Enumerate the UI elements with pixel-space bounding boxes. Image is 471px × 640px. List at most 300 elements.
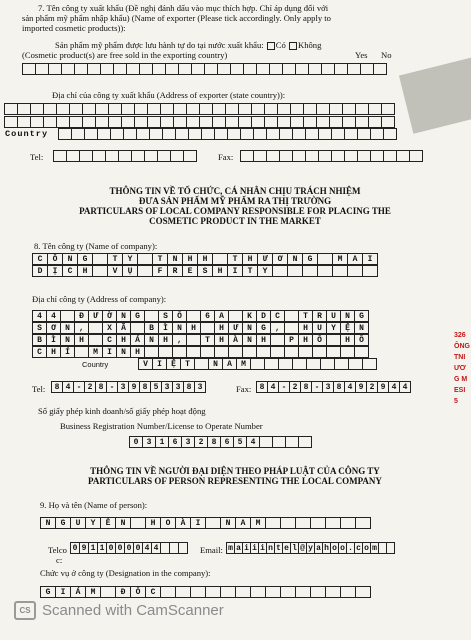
form-char-box[interactable] <box>165 63 179 75</box>
form-char-box[interactable]: B <box>144 322 159 334</box>
form-char-box[interactable]: Y <box>326 322 341 334</box>
form-char-box[interactable] <box>355 586 371 598</box>
form-char-box[interactable] <box>266 128 280 140</box>
form-char-box[interactable] <box>4 116 18 128</box>
form-char-box[interactable] <box>256 63 270 75</box>
form-char-box[interactable]: N <box>242 334 257 346</box>
form-char-box[interactable]: 6 <box>168 436 182 448</box>
form-char-box[interactable] <box>277 116 291 128</box>
form-char-box[interactable]: M <box>250 517 266 529</box>
form-char-box[interactable]: T <box>298 310 313 322</box>
form-char-box[interactable] <box>225 116 239 128</box>
form-char-box[interactable]: N <box>60 322 75 334</box>
form-char-box[interactable] <box>92 265 108 277</box>
form-char-box[interactable]: 4 <box>399 381 411 393</box>
form-char-box[interactable] <box>340 346 355 358</box>
form-char-box[interactable] <box>144 150 158 162</box>
form-char-box[interactable]: H <box>46 346 61 358</box>
form-char-box[interactable] <box>292 150 306 162</box>
form-char-box[interactable]: Ơ <box>272 253 288 265</box>
form-char-box[interactable] <box>17 103 31 115</box>
form-char-box[interactable]: M <box>88 346 103 358</box>
form-char-box[interactable] <box>147 116 161 128</box>
form-char-box[interactable]: 4 <box>151 542 161 554</box>
form-char-box[interactable] <box>228 346 243 358</box>
form-char-box[interactable]: H <box>186 322 201 334</box>
form-char-box[interactable]: e <box>282 542 291 554</box>
form-char-box[interactable]: Ơ <box>46 322 61 334</box>
form-char-box[interactable]: H <box>242 253 258 265</box>
form-char-box[interactable]: H <box>116 334 131 346</box>
form-char-box[interactable]: D <box>32 265 48 277</box>
form-char-box[interactable]: T <box>180 358 195 370</box>
form-char-box[interactable]: Y <box>257 265 273 277</box>
form-char-box[interactable] <box>290 103 304 115</box>
form-char-box[interactable]: Ì <box>158 322 173 334</box>
form-char-box[interactable]: H <box>74 334 89 346</box>
form-char-box[interactable]: À <box>228 334 243 346</box>
form-char-box[interactable] <box>235 586 251 598</box>
form-char-box[interactable]: 4 <box>62 381 74 393</box>
form-char-box[interactable] <box>303 116 317 128</box>
form-char-box[interactable]: 2 <box>366 381 378 393</box>
form-char-box[interactable] <box>334 358 349 370</box>
form-char-box[interactable] <box>186 346 201 358</box>
form-char-box[interactable]: 9 <box>355 381 367 393</box>
form-char-box[interactable] <box>131 150 145 162</box>
form-char-box[interactable] <box>205 517 221 529</box>
form-char-box[interactable]: o <box>330 542 339 554</box>
form-char-box[interactable]: T <box>107 253 123 265</box>
form-char-box[interactable] <box>149 128 163 140</box>
form-char-box[interactable]: U <box>326 310 341 322</box>
form-char-box[interactable]: . <box>346 542 355 554</box>
form-char-box[interactable] <box>60 310 75 322</box>
form-char-box[interactable] <box>108 116 122 128</box>
form-char-box[interactable]: T <box>227 253 243 265</box>
form-char-box[interactable]: G <box>256 322 271 334</box>
form-char-box[interactable] <box>302 265 318 277</box>
form-char-box[interactable] <box>259 436 273 448</box>
form-char-box[interactable]: Ệ <box>166 358 181 370</box>
form-char-box[interactable] <box>340 586 356 598</box>
form-char-box[interactable] <box>56 116 70 128</box>
form-char-box[interactable] <box>123 128 137 140</box>
form-char-box[interactable] <box>130 322 145 334</box>
form-char-box[interactable] <box>347 63 361 75</box>
form-char-box[interactable] <box>190 586 206 598</box>
form-char-box[interactable] <box>287 265 303 277</box>
form-char-box[interactable] <box>69 116 83 128</box>
form-char-box[interactable]: a <box>314 542 323 554</box>
form-char-box[interactable] <box>92 253 108 265</box>
form-char-box[interactable] <box>269 63 283 75</box>
form-char-box[interactable] <box>240 128 254 140</box>
form-char-box[interactable] <box>56 103 70 115</box>
form-char-box[interactable] <box>355 116 369 128</box>
form-char-box[interactable] <box>264 103 278 115</box>
form-char-box[interactable] <box>266 150 280 162</box>
form-char-box[interactable] <box>298 346 313 358</box>
form-char-box[interactable]: Ệ <box>340 322 355 334</box>
form-char-box[interactable] <box>173 116 187 128</box>
form-char-box[interactable]: N <box>172 322 187 334</box>
form-char-box[interactable] <box>396 150 410 162</box>
form-char-box[interactable]: 4 <box>32 310 47 322</box>
form-char-box[interactable]: m <box>226 542 235 554</box>
form-char-box[interactable] <box>136 128 150 140</box>
form-char-box[interactable]: S <box>158 310 173 322</box>
form-char-box[interactable]: @ <box>298 542 307 554</box>
form-char-box[interactable] <box>238 116 252 128</box>
form-char-box[interactable] <box>308 63 322 75</box>
form-char-box[interactable]: t <box>274 542 283 554</box>
form-char-box[interactable] <box>134 116 148 128</box>
form-char-box[interactable] <box>316 103 330 115</box>
form-char-box[interactable]: 3 <box>161 381 173 393</box>
form-char-box[interactable] <box>175 586 191 598</box>
form-char-box[interactable] <box>97 128 111 140</box>
form-char-box[interactable] <box>134 103 148 115</box>
form-char-box[interactable] <box>82 116 96 128</box>
form-char-box[interactable] <box>100 63 114 75</box>
form-char-box[interactable] <box>84 128 98 140</box>
form-char-box[interactable] <box>199 116 213 128</box>
form-char-box[interactable] <box>370 128 384 140</box>
form-char-box[interactable] <box>253 150 267 162</box>
form-char-box[interactable]: 8 <box>51 381 63 393</box>
form-char-box[interactable]: Ì <box>46 334 61 346</box>
form-char-box[interactable] <box>186 310 201 322</box>
form-char-box[interactable]: H <box>197 253 213 265</box>
form-char-box[interactable] <box>186 334 201 346</box>
form-char-box[interactable] <box>370 150 384 162</box>
form-char-box[interactable] <box>325 586 341 598</box>
form-char-box[interactable]: 4 <box>142 542 152 554</box>
form-char-box[interactable]: Ồ <box>354 334 369 346</box>
form-char-box[interactable] <box>43 103 57 115</box>
form-char-box[interactable]: H <box>214 322 229 334</box>
form-char-box[interactable] <box>126 63 140 75</box>
form-char-box[interactable] <box>243 63 257 75</box>
form-char-box[interactable]: Ô <box>47 253 63 265</box>
form-char-box[interactable]: Ờ <box>102 310 117 322</box>
form-char-box[interactable] <box>139 63 153 75</box>
form-char-box[interactable]: S <box>197 265 213 277</box>
form-char-box[interactable] <box>175 128 189 140</box>
form-char-box[interactable]: 8 <box>183 381 195 393</box>
form-char-box[interactable]: I <box>190 517 206 529</box>
form-char-box[interactable]: - <box>73 381 85 393</box>
form-char-box[interactable] <box>113 63 127 75</box>
form-char-box[interactable]: C <box>32 253 48 265</box>
form-char-box[interactable]: 4 <box>388 381 400 393</box>
form-char-box[interactable]: Ư <box>88 310 103 322</box>
form-char-box[interactable]: A <box>235 517 251 529</box>
form-char-box[interactable] <box>217 63 231 75</box>
form-char-box[interactable] <box>310 586 326 598</box>
form-char-box[interactable]: D <box>256 310 271 322</box>
form-char-box[interactable] <box>320 358 335 370</box>
form-char-box[interactable] <box>35 63 49 75</box>
form-char-box[interactable] <box>160 116 174 128</box>
form-char-box[interactable] <box>383 150 397 162</box>
form-char-box[interactable]: H <box>298 322 313 334</box>
form-char-box[interactable] <box>368 116 382 128</box>
form-char-box[interactable]: E <box>182 265 198 277</box>
form-char-box[interactable] <box>265 586 281 598</box>
form-char-box[interactable]: Ã <box>116 322 131 334</box>
form-char-box[interactable]: N <box>340 310 355 322</box>
form-char-box[interactable] <box>317 265 333 277</box>
form-char-box[interactable]: H <box>130 346 145 358</box>
form-char-box[interactable] <box>342 116 356 128</box>
form-char-box[interactable]: C <box>62 265 78 277</box>
form-char-box[interactable]: N <box>116 310 131 322</box>
form-char-box[interactable] <box>17 116 31 128</box>
form-char-box[interactable] <box>74 63 88 75</box>
form-char-box[interactable]: 8 <box>95 381 107 393</box>
form-char-box[interactable]: H <box>158 334 173 346</box>
form-char-box[interactable]: U <box>312 322 327 334</box>
form-char-box[interactable] <box>264 116 278 128</box>
form-char-box[interactable] <box>92 150 106 162</box>
form-char-box[interactable] <box>152 63 166 75</box>
form-char-box[interactable]: 5 <box>150 381 162 393</box>
form-char-box[interactable]: U <box>70 517 86 529</box>
form-char-box[interactable]: X <box>102 322 117 334</box>
form-char-box[interactable] <box>61 63 75 75</box>
form-char-box[interactable]: Ố <box>312 334 327 346</box>
form-char-box[interactable] <box>310 517 326 529</box>
form-char-box[interactable]: 9 <box>128 381 140 393</box>
form-char-box[interactable]: Ư <box>228 322 243 334</box>
form-char-box[interactable]: 8 <box>256 381 268 393</box>
form-char-box[interactable]: 3 <box>322 381 334 393</box>
form-char-box[interactable]: Ễ <box>100 517 116 529</box>
form-char-box[interactable] <box>238 103 252 115</box>
form-char-box[interactable] <box>344 150 358 162</box>
form-char-box[interactable] <box>250 358 265 370</box>
form-char-box[interactable] <box>312 346 327 358</box>
form-char-box[interactable] <box>186 116 200 128</box>
form-char-box[interactable]: 4 <box>344 381 356 393</box>
form-char-box[interactable] <box>147 103 161 115</box>
form-char-box[interactable] <box>43 116 57 128</box>
form-char-box[interactable] <box>88 334 103 346</box>
form-char-box[interactable] <box>82 103 96 115</box>
form-char-box[interactable]: H <box>298 334 313 346</box>
form-char-box[interactable] <box>230 63 244 75</box>
form-char-box[interactable]: N <box>144 334 159 346</box>
form-char-box[interactable] <box>214 128 228 140</box>
form-char-box[interactable]: N <box>60 334 75 346</box>
form-char-box[interactable]: 9 <box>79 542 89 554</box>
form-char-box[interactable]: C <box>102 334 117 346</box>
form-char-box[interactable] <box>386 542 395 554</box>
form-char-box[interactable]: H <box>212 265 228 277</box>
form-char-box[interactable] <box>306 358 321 370</box>
form-char-box[interactable] <box>188 128 202 140</box>
form-char-box[interactable]: , <box>270 322 285 334</box>
form-char-box[interactable] <box>256 346 271 358</box>
form-char-box[interactable] <box>285 436 299 448</box>
form-char-box[interactable] <box>242 346 257 358</box>
form-char-box[interactable]: i <box>250 542 259 554</box>
form-char-box[interactable]: Ư <box>257 253 273 265</box>
form-char-box[interactable]: V <box>138 358 153 370</box>
form-char-box[interactable]: I <box>227 265 243 277</box>
form-char-box[interactable]: - <box>278 381 290 393</box>
form-char-box[interactable]: Á <box>70 586 86 598</box>
form-char-box[interactable]: Ụ <box>122 265 138 277</box>
form-char-box[interactable]: c <box>354 542 363 554</box>
form-char-box[interactable]: H <box>340 334 355 346</box>
form-char-box[interactable]: Y <box>85 517 101 529</box>
form-char-box[interactable] <box>144 346 159 358</box>
form-char-box[interactable] <box>342 103 356 115</box>
form-char-box[interactable]: 0 <box>129 436 143 448</box>
form-char-box[interactable] <box>157 150 171 162</box>
form-char-box[interactable]: 8 <box>300 381 312 393</box>
form-char-box[interactable]: 6 <box>200 310 215 322</box>
form-char-box[interactable] <box>178 542 188 554</box>
form-char-box[interactable] <box>264 358 279 370</box>
form-char-box[interactable]: h <box>322 542 331 554</box>
form-char-box[interactable] <box>205 586 221 598</box>
form-char-box[interactable] <box>265 517 281 529</box>
form-char-box[interactable]: N <box>354 322 369 334</box>
form-char-box[interactable]: Í <box>60 346 75 358</box>
form-char-box[interactable] <box>354 346 369 358</box>
form-char-box[interactable]: 1 <box>155 436 169 448</box>
form-char-box[interactable] <box>130 517 146 529</box>
form-char-box[interactable] <box>279 150 293 162</box>
form-char-box[interactable]: i <box>258 542 267 554</box>
form-char-box[interactable] <box>227 128 241 140</box>
form-char-box[interactable]: G <box>354 310 369 322</box>
form-char-box[interactable]: N <box>116 346 131 358</box>
form-char-box[interactable]: 9 <box>377 381 389 393</box>
form-char-box[interactable]: a <box>234 542 243 554</box>
form-char-box[interactable]: N <box>62 253 78 265</box>
form-char-box[interactable] <box>334 63 348 75</box>
form-char-box[interactable] <box>251 116 265 128</box>
form-char-box[interactable]: A <box>222 358 237 370</box>
form-char-box[interactable] <box>279 128 293 140</box>
form-char-box[interactable] <box>357 150 371 162</box>
form-char-box[interactable] <box>191 63 205 75</box>
form-char-box[interactable]: 3 <box>142 436 156 448</box>
form-char-box[interactable]: H <box>77 265 93 277</box>
form-char-box[interactable] <box>318 128 332 140</box>
form-char-box[interactable]: I <box>102 346 117 358</box>
form-char-box[interactable] <box>347 265 363 277</box>
form-char-box[interactable] <box>340 517 356 529</box>
form-char-box[interactable]: H <box>145 517 161 529</box>
form-char-box[interactable] <box>48 63 62 75</box>
form-char-box[interactable]: 4 <box>267 381 279 393</box>
form-char-box[interactable] <box>88 322 103 334</box>
form-char-box[interactable]: T <box>152 253 168 265</box>
form-char-box[interactable]: G <box>302 253 318 265</box>
form-char-box[interactable]: K <box>242 310 257 322</box>
form-char-box[interactable]: G <box>77 253 93 265</box>
form-char-box[interactable] <box>71 128 85 140</box>
form-char-box[interactable] <box>326 346 341 358</box>
form-char-box[interactable] <box>173 103 187 115</box>
form-char-box[interactable] <box>325 517 341 529</box>
form-char-box[interactable]: o <box>338 542 347 554</box>
form-char-box[interactable] <box>280 517 296 529</box>
form-char-box[interactable] <box>331 128 345 140</box>
form-char-box[interactable]: 5 <box>233 436 247 448</box>
form-char-box[interactable] <box>362 358 377 370</box>
form-char-box[interactable] <box>362 265 378 277</box>
form-char-box[interactable] <box>240 150 254 162</box>
form-char-box[interactable]: - <box>311 381 323 393</box>
form-char-box[interactable]: 3 <box>117 381 129 393</box>
form-char-box[interactable] <box>295 63 309 75</box>
form-char-box[interactable] <box>212 116 226 128</box>
form-char-box[interactable] <box>305 128 319 140</box>
form-char-box[interactable] <box>105 150 119 162</box>
form-char-box[interactable]: O <box>160 517 176 529</box>
form-char-box[interactable] <box>53 150 67 162</box>
form-char-box[interactable]: 3 <box>172 381 184 393</box>
form-char-box[interactable] <box>332 265 348 277</box>
form-char-box[interactable] <box>30 103 44 115</box>
form-char-box[interactable] <box>282 63 296 75</box>
form-char-box[interactable] <box>183 150 197 162</box>
form-char-box[interactable] <box>381 103 395 115</box>
form-char-box[interactable]: 8 <box>333 381 345 393</box>
form-char-box[interactable]: V <box>107 265 123 277</box>
form-char-box[interactable] <box>160 103 174 115</box>
form-char-box[interactable] <box>329 103 343 115</box>
form-char-box[interactable]: y <box>306 542 315 554</box>
form-char-box[interactable] <box>295 517 311 529</box>
form-char-box[interactable] <box>100 586 116 598</box>
form-char-box[interactable]: N <box>167 253 183 265</box>
form-char-box[interactable]: n <box>266 542 275 554</box>
form-char-box[interactable]: 2 <box>84 381 96 393</box>
form-char-box[interactable] <box>200 322 215 334</box>
form-char-box[interactable]: I <box>55 586 71 598</box>
form-char-box[interactable] <box>79 150 93 162</box>
form-char-box[interactable] <box>298 436 312 448</box>
form-char-box[interactable]: Đ <box>115 586 131 598</box>
form-char-box[interactable]: 8 <box>207 436 221 448</box>
form-char-box[interactable] <box>4 103 18 115</box>
form-char-box[interactable]: C <box>145 586 161 598</box>
form-char-box[interactable] <box>87 63 101 75</box>
form-char-box[interactable] <box>318 150 332 162</box>
form-char-box[interactable] <box>95 103 109 115</box>
form-char-box[interactable] <box>158 346 173 358</box>
form-char-box[interactable]: m <box>370 542 379 554</box>
form-char-box[interactable] <box>66 150 80 162</box>
form-char-box[interactable] <box>280 586 296 598</box>
form-char-box[interactable] <box>355 103 369 115</box>
form-char-box[interactable]: N <box>208 358 223 370</box>
form-char-box[interactable] <box>228 310 243 322</box>
form-char-box[interactable]: 0 <box>133 542 143 554</box>
form-char-box[interactable] <box>201 128 215 140</box>
form-char-box[interactable] <box>321 63 335 75</box>
form-char-box[interactable] <box>144 310 159 322</box>
form-char-box[interactable] <box>409 150 423 162</box>
